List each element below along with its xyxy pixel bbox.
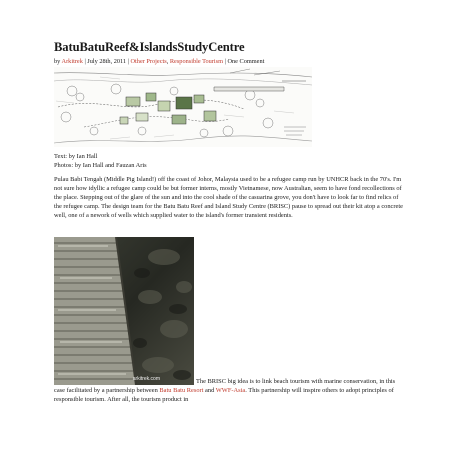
photo-credit: Photos: by Ian Hall and Fauzan Aris	[54, 161, 147, 169]
by-label: by	[54, 58, 61, 65]
category-link-responsible-tourism[interactable]: Responsible Tourism	[169, 58, 224, 65]
paragraph-brisc-start: The BRISC big idea is to link beach tourism with marine conservation, in this case facilitated by a partnership between	[54, 378, 396, 394]
post-meta	[54, 58, 264, 65]
category-link-other-projects[interactable]: Other Projects	[130, 58, 167, 65]
text-credit: Text: by Ian Hall	[54, 153, 98, 160]
meta-separator: |	[223, 58, 228, 65]
photo-watermark: arkitrek.com	[132, 376, 160, 382]
paragraph-brisc-end: . This partnership will inspire others to adopt principles of responsible tourism. After all, the tourism product in	[54, 387, 394, 403]
site-plan-sketch	[54, 67, 312, 147]
author-link[interactable]: Arkitrek	[61, 58, 83, 65]
batu-batu-resort-link[interactable]: Batu Batu Resort	[159, 387, 204, 394]
paragraph-brisc	[54, 377, 406, 404]
post-date: July 28th, 2011	[87, 58, 127, 65]
boardwalk-photo[interactable]	[54, 237, 194, 385]
meta-comma: ,	[166, 58, 170, 65]
comments-link[interactable]: One Comment	[227, 58, 265, 65]
paragraph-intro: Pulau Babi Tengah (Middle Pig Island!) off the coast of Johor, Malaysia used to be a refugee camp run by UNHCR back in the 70's. I'm not sure how idyllic a refugee camp could be but former interns, mostly Vietnamese, now Australian, seem to have fond recollections of the place. Stepping out of the glare of the sun and into the cool shade of the casuarina grove, you don't have to look far to find relics of the refugee camp. The design team for the Batu Batu Reef and Island Study Centre (BRISC) pause to spread out their kit atop a concrete well, one of a nework of wells which supplied water to the island's former transient residents.	[54, 176, 403, 219]
paragraph-brisc-and: and	[203, 387, 216, 394]
boardwalk-image	[54, 237, 194, 385]
wwf-asia-link[interactable]: WWF-Asia	[215, 387, 246, 394]
post-credits	[54, 153, 147, 170]
post-title[interactable]: BatuBatuReef&IslandsStudyCentre	[54, 40, 245, 54]
meta-separator: |	[126, 58, 131, 65]
site-plan-drawing	[54, 67, 312, 147]
blog-post	[54, 0, 406, 453]
meta-separator: |	[82, 58, 88, 65]
